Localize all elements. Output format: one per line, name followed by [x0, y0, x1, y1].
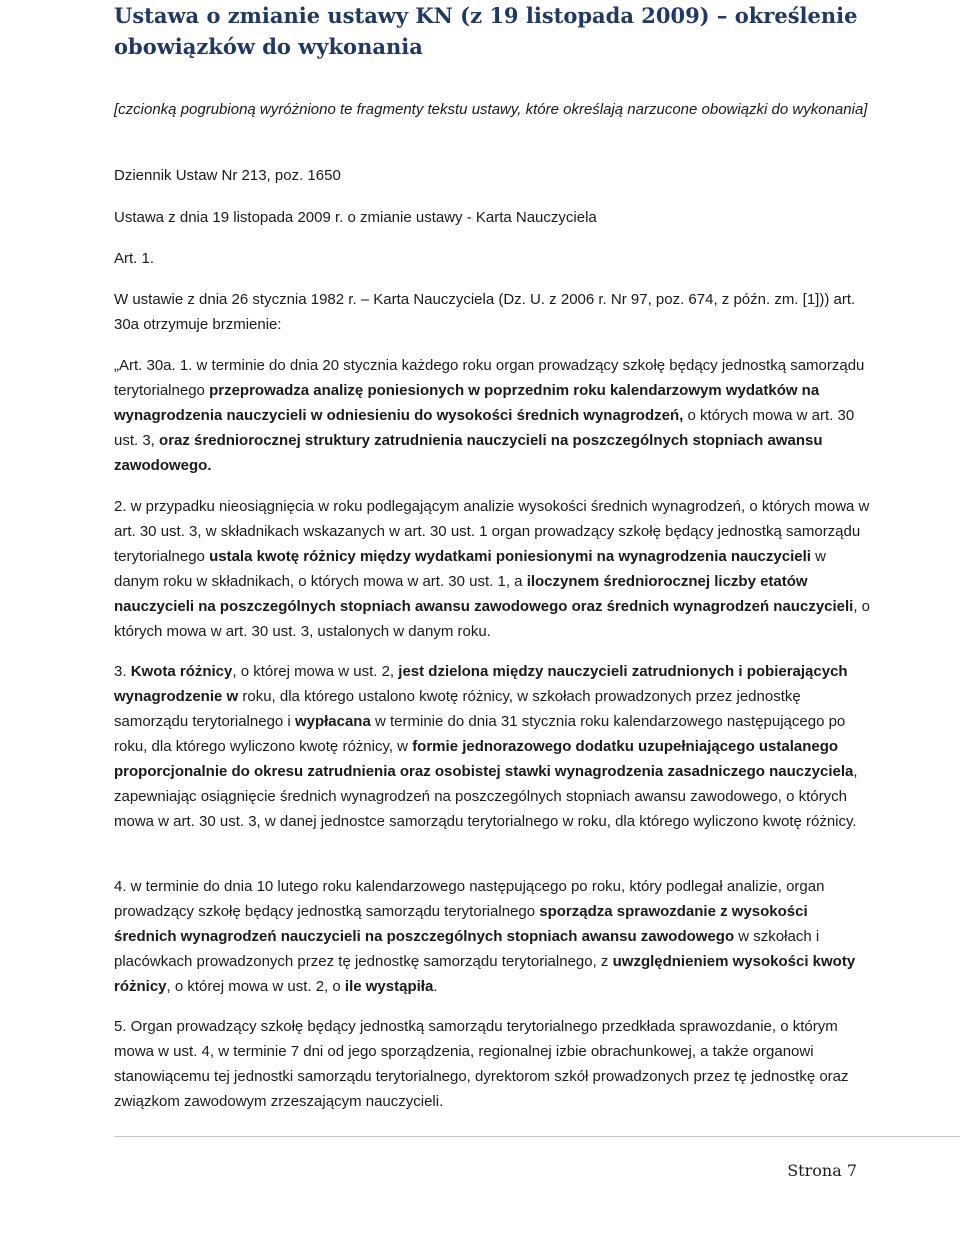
p4-text-4: . [433, 978, 438, 995]
document-title: Ustawa o zmianie ustawy KN (z 19 listopada 2009) – określenie obowiązków do wykonania [114, 3, 858, 59]
p1-text-1: „Art. 30a. 1. w terminie do dnia 20 stycznia każdego roku organ prowadzący szkołę będący jednostką samorządu terytorialnego [114, 357, 865, 399]
paragraph-1 [114, 353, 874, 478]
journal-reference: Dziennik Ustaw Nr 213, poz. 1650 [114, 167, 341, 184]
p4-bold-2: uwzględnieniem wysokości kwoty różnicy [114, 953, 856, 995]
p4-text-1: 4. w terminie do dnia 10 lutego roku kalendarzowego następującego po roku, który podlegał analizie, organ prowadzący szkołę będący jednostką samorządu terytorialnego [114, 878, 825, 920]
p3-bold-3: wypłacana [294, 713, 371, 730]
p3-text-3: roku, dla którego ustalono kwotę różnicy, w szkołach prowadzonych przez jednostkę samorządu terytorialnego i [114, 688, 801, 730]
p2-bold-2: iloczynem średniorocznej liczby etatów nauczycieli na poszczególnych stopniach awansu zawodowego oraz średnich wynagrodzeń nauczycieli [114, 573, 854, 615]
article-1-heading: Art. 1. [114, 250, 155, 267]
p3-text-2: , o której mowa w ust. 2, [232, 663, 399, 680]
p4-text-2: w szkołach i placówkach prowadzonych przez tę jednostkę samorządu terytorialnego, z [114, 928, 820, 970]
page-number: Strona 7 [787, 1161, 857, 1180]
p4-bold-3: ile wystąpiła [344, 978, 434, 995]
p1-bold-2: oraz średniorocznej struktury zatrudnienia nauczycieli na poszczególnych stopniach awansu zawodowego. [114, 432, 823, 474]
act-name: Ustawa z dnia 19 listopada 2009 r. o zmianie ustawy - Karta Nauczyciela [114, 209, 597, 226]
p2-text-1: 2. w przypadku nieosiągnięcia w roku podlegającym analizie wysokości średnich wynagrodzeń, o których mowa w art. 30 ust. 3, w składnikach wskazanych w art. 30 ust. 1 organ prowadzący szkołę będący jednostką samorządu terytorialnego [114, 498, 870, 565]
p1-text-2: o których mowa w art. 30 ust. 3, [114, 407, 855, 449]
p3-text-1: 3. [114, 663, 131, 680]
p1-bold-1: przeprowadza analizę poniesionych w poprzednim roku kalendarzowym wydatków na wynagrodzenia nauczycieli w odniesieniu do wysokości średnich wynagrodzeń, [114, 382, 820, 424]
p3-bold-1: Kwota różnicy [130, 663, 233, 680]
p2-text-2: w danym roku w składnikach, o których mowa w art. 30 ust. 1, a [114, 548, 826, 590]
paragraph-3 [114, 659, 874, 834]
p4-bold-1: sporządza sprawozdanie z wysokości średnich wynagrodzeń nauczycieli na poszczególnych stopniach awansu zawodowego [114, 903, 808, 945]
p3-bold-2: jest dzielona między nauczycieli zatrudnionych i pobierających wynagrodzenie w [114, 663, 848, 705]
paragraph-4 [114, 874, 874, 999]
p4-text-3: , o której mowa w ust. 2, o [166, 978, 345, 995]
p3-bold-4: formie jednorazowego dodatku uzupełniającego ustalanego proporcjonalnie do okresu zatrudnienia oraz osobistej stawki wynagrodzenia zasadniczego nauczyciela [114, 738, 854, 780]
intro-paragraph: W ustawie z dnia 26 stycznia 1982 r. – Karta Nauczyciela (Dz. U. z 2006 r. Nr 97, poz. 674, z późn. zm. [1])) art. 30a otrzymuje brzmienie: [114, 291, 856, 333]
p2-text-3: , o których mowa w art. 30 ust. 3, ustalonych w danym roku. [114, 598, 871, 640]
paragraph-2 [114, 494, 874, 644]
paragraph-5: 5. Organ prowadzący szkołę będący jednostką samorządu terytorialnego przedkłada sprawozdanie, o którym mowa w ust. 4, w terminie 7 dni od jego sporządzenia, regionalnej izbie obrachunkowej, a także organowi stanowiącemu tej jednostki samorządu terytorialnego, dyrektorom szkół prowadzonych przez tę jednostkę oraz związkom zawodowym zrzeszającym nauczycieli. [114, 1018, 849, 1110]
footer-divider [114, 1136, 960, 1137]
editorial-note: [czcionką pogrubioną wyróżniono te fragmenty tekstu ustawy, które określają narzucone obowiązki do wykonania] [114, 101, 868, 118]
p3-text-4: w terminie do dnia 31 stycznia roku kalendarzowego następującego po roku, dla którego wyliczono kwotę różnicy, w [114, 713, 846, 755]
p2-bold-1: ustala kwotę różnicy między wydatkami poniesionymi na wynagrodzenia nauczycieli [209, 548, 811, 565]
p3-text-5: , zapewniając osiągnięcie średnich wynagrodzeń na poszczególnych stopniach awansu zawodowego, o których mowa w art. 30 ust. 3, w danej jednostce samorządu terytorialnego w roku, dla którego wyliczono kwotę różnicy. [114, 763, 858, 830]
